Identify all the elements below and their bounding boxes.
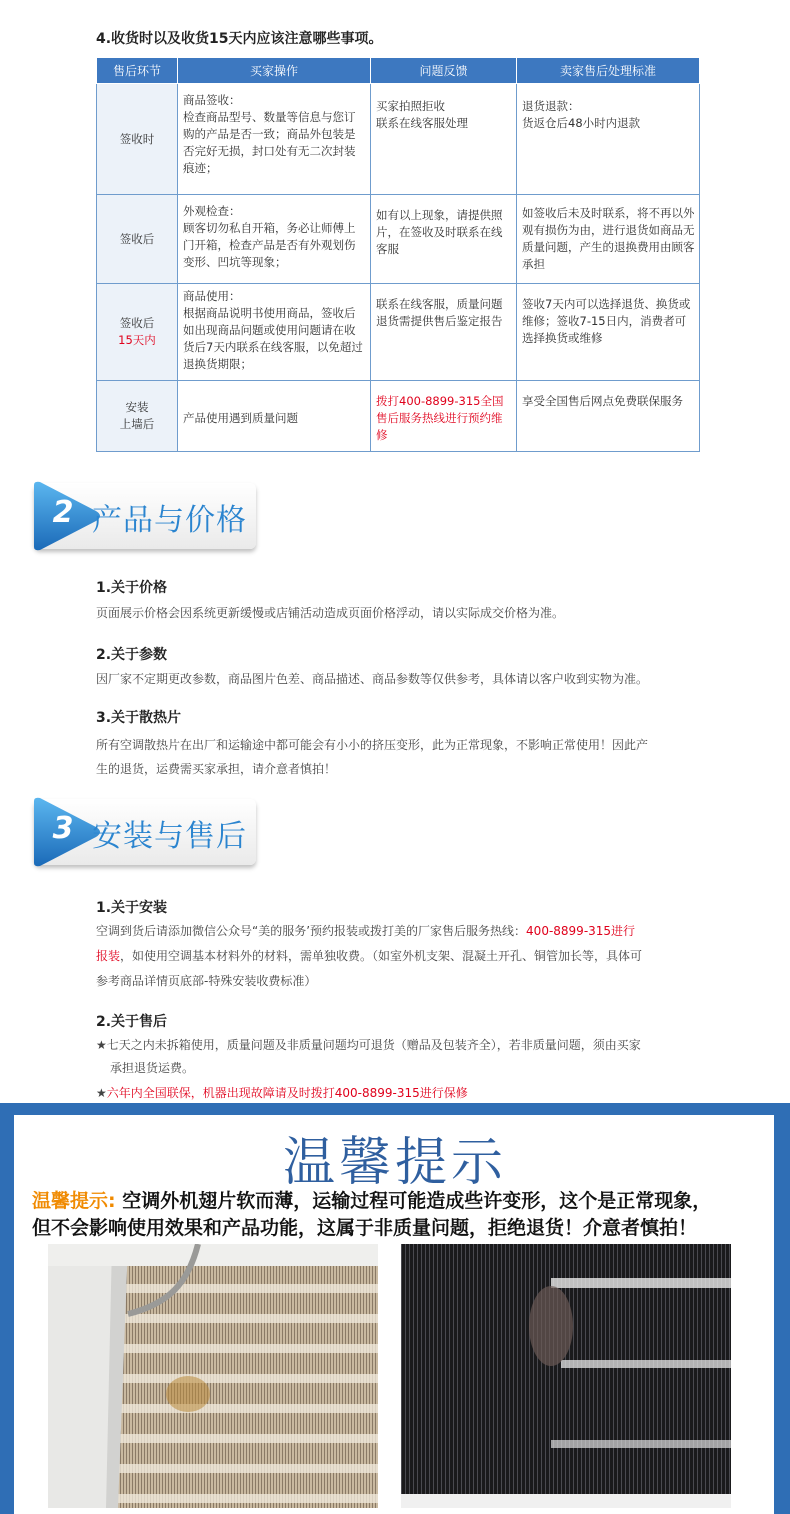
aftersale-bullet-2: ★六年内全国联保，机器出现故障请及时拨打400-8899-315进行保修 <box>96 1086 468 1100</box>
section-banner-2 <box>34 481 256 553</box>
aftersale-bullet-1: ★七天之内未拆箱使用，质量问题及非质量问题均可退货（赠品及包装齐全），若非质量问题，须由买家 承担退货运费。 <box>96 1038 641 1075</box>
stage-cell: 签收后 15天内 <box>97 284 178 381</box>
tip-title: 温馨提示 <box>282 1133 507 1193</box>
buyer-cell: 商品使用： 根据商品说明书使用商品，签收后如出现商品问题或使用问题请在收货后7天内联系在线客服，以免超过退换货期限； <box>178 284 371 381</box>
buyer-cell: 产品使用遇到质量问题 <box>178 381 371 452</box>
stage-cell: 签收后 <box>97 195 178 284</box>
standard-cell: 如签收后未及时联系，将不再以外观有损伤为由，进行退货如商品无质量问题，产生的退换费用由顾客承担 <box>517 195 700 284</box>
tip-label: 温馨提示: <box>32 1190 116 1212</box>
table-header-cell: 买家操作 <box>178 58 371 84</box>
table-row <box>97 381 700 452</box>
stage-red-label: 15天内 <box>118 333 156 347</box>
install-heading: 1.关于安装 <box>96 900 168 916</box>
section-banner-3 <box>34 797 256 869</box>
tip-line-2: 但不会影响使用效果和产品功能，这属于非质量问题，拒绝退货！介意者慎拍！ <box>32 1217 698 1239</box>
aftersale-table <box>96 57 700 452</box>
tip-line-1: 温馨提示: 空调外机翅片软而薄，运输过程可能造成些许变形，这个是正常现象， <box>32 1190 712 1212</box>
radiator-text: 所有空调散热片在出厂和运输途中都可能会有小小的挤压变形，此为正常现象，不影响正常使用！因此产 生的退货，运费需买家承担，请介意者慎拍！ <box>96 738 649 776</box>
table-row <box>97 195 700 284</box>
table-header-cell: 卖家售后处理标准 <box>517 58 700 84</box>
section-title: 安装与售后 <box>92 819 247 854</box>
price-text: 页面展示价格会因系统更新缓慢或店铺活动造成页面价格浮动，请以实际成交价格为准。 <box>96 606 565 620</box>
table-header-cell: 售后环节 <box>97 58 178 84</box>
standard-cell: 退货退款： 货返仓后48小时内退款 <box>517 84 700 195</box>
install-text: 空调到货后请添加微信公众号“美的服务’预约报装或拨打美的厂家售后服务热线：400-8899-315进行 报装，如使用空调基本材料外的材料，需单独收费。（如室外机支架、混凝土开孔、铜管加长等，具体可 参考商品详情页底部-特殊安装收费标准） <box>96 924 643 988</box>
section-number: 3 <box>52 811 74 846</box>
buyer-cell: 商品签收： 检查商品型号、数量等信息与您订购的产品是否一致；商品外包装是否完好无损，封口处有无二次封装痕迹； <box>178 84 371 195</box>
table-header-cell: 问题反馈 <box>371 58 517 84</box>
table-row <box>97 84 700 195</box>
section-number: 2 <box>52 495 74 530</box>
radiator-heading: 3.关于散热片 <box>96 710 182 726</box>
star-icon: ★ <box>96 1038 107 1052</box>
standard-cell: 签收7天内可以选择退货、换货或维修；签收7-15日内，消费者可选择换货或维修 <box>517 284 700 381</box>
section-title: 产品与价格 <box>92 503 247 538</box>
aftersale-heading: 2.关于售后 <box>96 1014 168 1030</box>
feedback-cell: 如有以上现象，请提供照片，在签收及时联系在线客服 <box>371 195 517 284</box>
fin-photo-dark <box>401 1244 731 1508</box>
feedback-cell: 拨打400-8899-315全国售后服务热线进行预约维修 <box>371 381 517 452</box>
standard-cell: 享受全国售后网点免费联保服务 <box>517 381 700 452</box>
param-heading: 2.关于参数 <box>96 647 168 663</box>
table-header-row <box>97 58 700 84</box>
fin-photo-light <box>48 1244 378 1508</box>
param-text: 因厂家不定期更改参数，商品图片色差、商品描述、商品参数等仅供参考，具体请以客户收到实物为准。 <box>96 672 649 686</box>
stage-cell: 签收时 <box>97 84 178 195</box>
stage-cell: 安装 上墙后 <box>97 381 178 452</box>
price-heading: 1.关于价格 <box>96 580 168 596</box>
table-row <box>97 284 700 381</box>
star-icon: ★ <box>96 1086 107 1100</box>
feedback-cell: 联系在线客服，质量问题退货需提供售后鉴定报告 <box>371 284 517 381</box>
section-heading-4: 4.收货时以及收货15天内应该注意哪些事项。 <box>96 31 383 47</box>
install-phone: 400-8899-315进行 <box>526 924 636 938</box>
feedback-cell: 买家拍照拒收 联系在线客服处理 <box>371 84 517 195</box>
buyer-cell: 外观检查： 顾客切勿私自开箱，务必让师傅上门开箱，检查产品是否有外观划伤变形、凹坑等现象； <box>178 195 371 284</box>
